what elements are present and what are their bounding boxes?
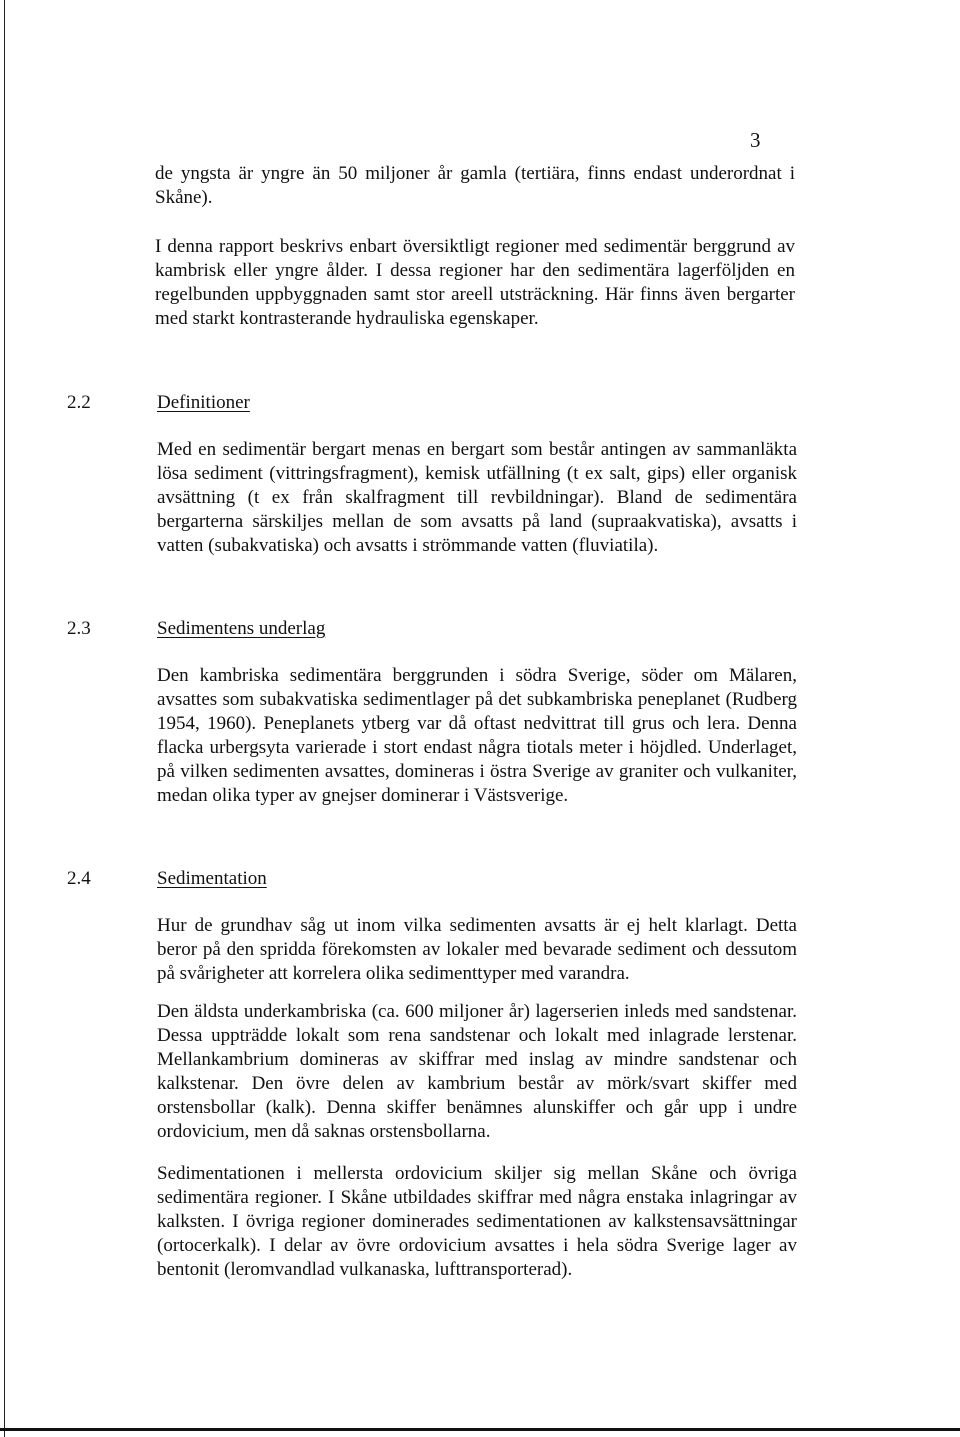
page-number: 3 [750, 128, 761, 152]
bottom-border-line [0, 1428, 960, 1431]
section-2-3-paragraph-1: Den kambriska sedimentära berggrunden i södra Sverige, söder om Mälaren, avsattes som subakvatiska sedimentlager på det subkambriska peneplanet (Rudberg 1954, 1960). Peneplanets ytberg var då oftast nedvittrat till grus och lera. Denna flacka urbergsyta varierade i stort endast några tiotals meter i höjdled. Underlaget, på vilken sedimenten avsattes, domineras i östra Sverige av graniter och vulkaniter, medan olika typer av gnejser dominerar i Västsverige. [157, 665, 797, 806]
section-title-sedimentens-underlag: Sedimentens underlag [157, 618, 326, 639]
section-title-definitioner: Definitioner [157, 392, 250, 413]
left-margin-line [4, 0, 5, 1437]
section-2-2-paragraph-1: Med en sedimentär bergart menas en bergart som består antingen av sammanläkta lösa sediment (vittringsfragment), kemisk utfällning (t ex salt, gips) eller organisk avsättning (t ex från skalfragment till revbildningar). Bland de sedimentära bergarterna särskiljes mellan de som avsatts på land (supraakvatiska), avsatts i vatten (subakvatiska) och avsatts i strömmande vatten (fluviatila). [157, 439, 797, 556]
intro-paragraph-2: I denna rapport beskrivs enbart översiktligt regioner med sedimentär berggrund av kambrisk eller yngre ålder. I dessa regioner har den sedimentära lagerföljden en regelbunden uppbyggnaden samt stor areell utsträckning. Här finns även bergarter med starkt kontrasterande hydrauliska egenskaper. [155, 236, 795, 329]
section-number-2-4: 2.4 [67, 868, 91, 889]
intro-paragraph-1: de yngsta är yngre än 50 miljoner år gamla (tertiära, finns endast underordnat i Skåne). [155, 163, 795, 208]
section-2-4-paragraph-3: Sedimentationen i mellersta ordovicium skiljer sig mellan Skåne och övriga sedimentära regioner. I Skåne utbildades skiffrar med några enstaka inlagringar av kalksten. I övriga regioner dominerades sedimentationen av kalkstensavsättningar (ortocerkalk). I delar av övre ordovicium avsattes i hela södra Sverige lager av bentonit (leromvandlad vulkanaska, lufttransporterad). [157, 1163, 797, 1280]
section-number-2-3: 2.3 [67, 618, 91, 639]
section-2-4-paragraph-1: Hur de grundhav såg ut inom vilka sedimenten avsatts är ej helt klarlagt. Detta beror på den spridda förekomsten av lokaler med bevarade sediment och dessutom på svårigheter att korrelera olika sedimenttyper med varandra. [157, 915, 797, 984]
section-number-2-2: 2.2 [67, 392, 91, 413]
section-2-4-paragraph-2: Den äldsta underkambriska (ca. 600 miljoner år) lagerserien inleds med sandstenar. Dessa uppträdde lokalt som rena sandstenar och lokalt med inlagrade lerstenar. Mellankambrium domineras av skiffrar med inslag av mindre sandstenar och kalkstenar. Den övre delen av kambrium består av mörk/svart skiffer med orstensbollar (kalk). Denna skiffer benämnes alunskiffer och går upp i undre ordovicium, men då saknas orstensbollarna. [157, 1001, 797, 1142]
section-title-sedimentation: Sedimentation [157, 868, 267, 889]
